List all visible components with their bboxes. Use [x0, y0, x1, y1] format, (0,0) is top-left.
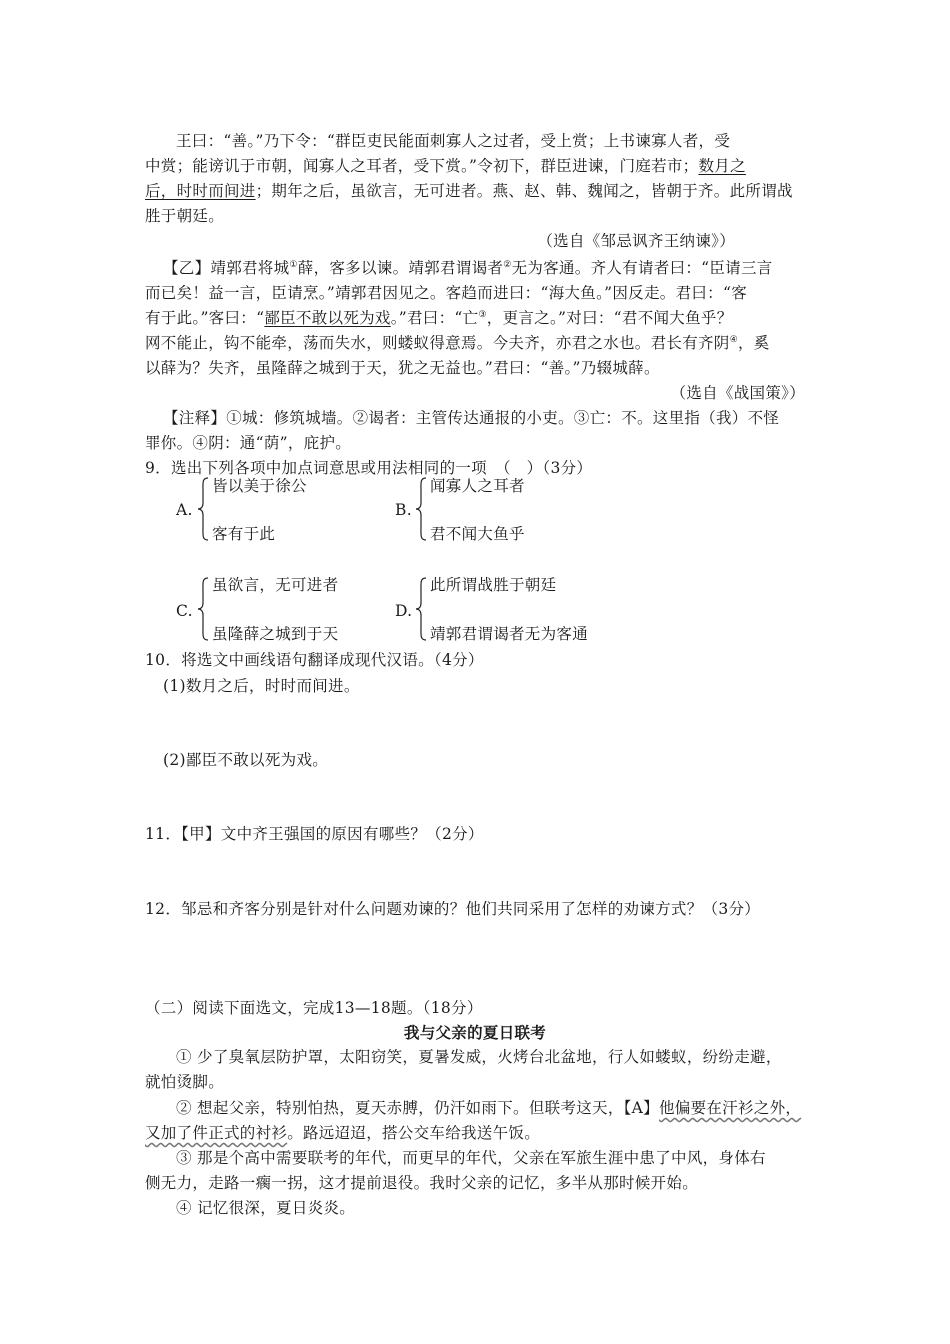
- q9-option-b-bottom: 君不闻大鱼乎: [430, 525, 525, 543]
- q10-sentence-1: (1)数月之后，时时而间进。: [163, 677, 360, 695]
- q9-option-d-label: D.: [395, 602, 413, 620]
- article-p4-line-1: ④ 记忆很深，夏日炎炎。: [176, 1199, 356, 1217]
- yi-line-3: 有于此。”客曰：“鄙臣不敢以死为戏。”君曰：“亡③，更言之。”对曰：“君不闻大鱼乎？: [145, 309, 733, 327]
- q9-option-d-top: 此所谓战胜于朝廷: [430, 576, 557, 594]
- notes-line-2: 罪你。④阴：通“荫”，庇护。: [145, 434, 352, 452]
- brace-b: [415, 477, 427, 541]
- underlined-sentence-2: 鄙臣不敢以死为戏: [264, 309, 391, 327]
- jia-line-2: 中赏；能谤讥于市朝，闻寡人之耳者，受下赏。”令初下，群臣进谏，门庭若市；数月之: [145, 157, 746, 175]
- q9-option-c-top: 虽欲言，无可进者: [212, 576, 339, 594]
- q9-option-a-label: A.: [176, 501, 193, 519]
- yi-line-2: 而已矣！益一言，臣请烹。”靖郭君因见之。客趋而进曰：“海大鱼。”因反走。君曰：“客: [145, 284, 747, 302]
- q11-stem: 11．【甲】文中齐王强国的原因有哪些？（2分）: [145, 825, 484, 843]
- underlined-sentence-1a: 数月之: [698, 157, 746, 175]
- article-p2-line-2: 又加了件正式的衬衫。路远迢迢，搭公交车给我送午饭。: [145, 1124, 541, 1142]
- q10-stem: 10．将选文中画线语句翻译成现代汉语。（4分）: [145, 651, 484, 669]
- jia-line-4: 胜于朝廷。: [145, 207, 225, 225]
- brace-a: [197, 477, 209, 541]
- article-title: 我与父亲的夏日联考: [403, 1023, 547, 1042]
- jia-line-1: 王曰：“善。”乃下令：“群臣吏民能面刺寡人之过者，受上赏；上书谏寡人者，受: [176, 132, 731, 150]
- yi-line-5: 以薛为？失齐，虽隆薛之城到于天，犹之无益也。”君曰：“善。”乃辍城薛。: [145, 359, 660, 377]
- q9-option-a-bottom: 客有于此: [212, 525, 276, 543]
- q9-option-a-top: 皆以美于徐公: [212, 477, 307, 495]
- brace-d: [415, 577, 427, 641]
- underlined-sentence-1b: 后，时时而间进: [145, 182, 256, 200]
- yi-line-4: 网不能止，钩不能牵，荡而失水，则蝼蚁得意焉。今夫齐，亦君之水也。君长有齐阴④，奚: [145, 334, 770, 352]
- q12-stem: 12．邹忌和齐客分别是针对什么问题劝谏的？他们共同采用了怎样的劝谏方式？（3分）: [145, 900, 761, 918]
- q9-option-c-label: C.: [176, 602, 193, 620]
- q9-option-d-bottom: 靖郭君谓谒者无为客通: [430, 625, 589, 643]
- wavy-underlined-a2: 又加了件正式的衬衫: [145, 1124, 288, 1142]
- wavy-underlined-a1: 他偏要在汗衫之外，: [658, 1099, 802, 1117]
- yi-source: （选自《战国策》）: [670, 384, 805, 402]
- brace-c: [197, 577, 209, 641]
- q10-sentence-2: (2)鄙臣不敢以死为戏。: [163, 751, 329, 769]
- q9-option-c-bottom: 虽隆薛之城到于天: [212, 625, 339, 643]
- article-p3-line-2: 侧无力，走路一瘸一拐，这才提前退役。我时父亲的记忆，多半从那时候开始。: [145, 1174, 699, 1192]
- article-p2-line-1: ② 想起父亲，特别怕热，夏天赤膊，仍汗如雨下。但联考这天，【A】他偏要在汗衫之外，: [176, 1099, 802, 1117]
- article-p3-line-1: ③ 那是个高中需要联考的年代，而更早的年代，父亲在军旅生涯中患了中风，身体右: [176, 1149, 766, 1167]
- q9-option-b-top: 闻寡人之耳者: [430, 477, 525, 495]
- article-p1-line-2: 就怕烫脚。: [145, 1073, 225, 1091]
- part2-heading: （二）阅读下面选文，完成13—18题。（18分）: [145, 999, 483, 1017]
- yi-line-1: 【乙】靖郭君将城①薛，客多以谏。靖郭君谓谒者②无为客通。齐人有请者曰：“臣请三言: [163, 259, 773, 277]
- q9-option-b-label: B.: [395, 501, 412, 519]
- q9-stem: 9．选出下列各项中加点词意思或用法相同的一项 （ ）（3分）: [145, 459, 593, 477]
- article-p1-line-1: ① 少了臭氧层防护罩，太阳窃笑，夏暑发威，火烤台北盆地，行人如蝼蚁，纷纷走避，: [176, 1048, 782, 1066]
- jia-source: （选自《邹忌讽齐王纳谏》）: [537, 232, 735, 250]
- jia-line-3: 后，时时而间进；期年之后，虽欲言，无可进者。燕、赵、韩、魏闻之，皆朝于齐。此所谓战: [145, 182, 793, 200]
- notes-line-1: 【注释】①城：修筑城墙。②谒者：主管传达通报的小吏。③亡：不。这里指（我）不怪: [163, 409, 780, 427]
